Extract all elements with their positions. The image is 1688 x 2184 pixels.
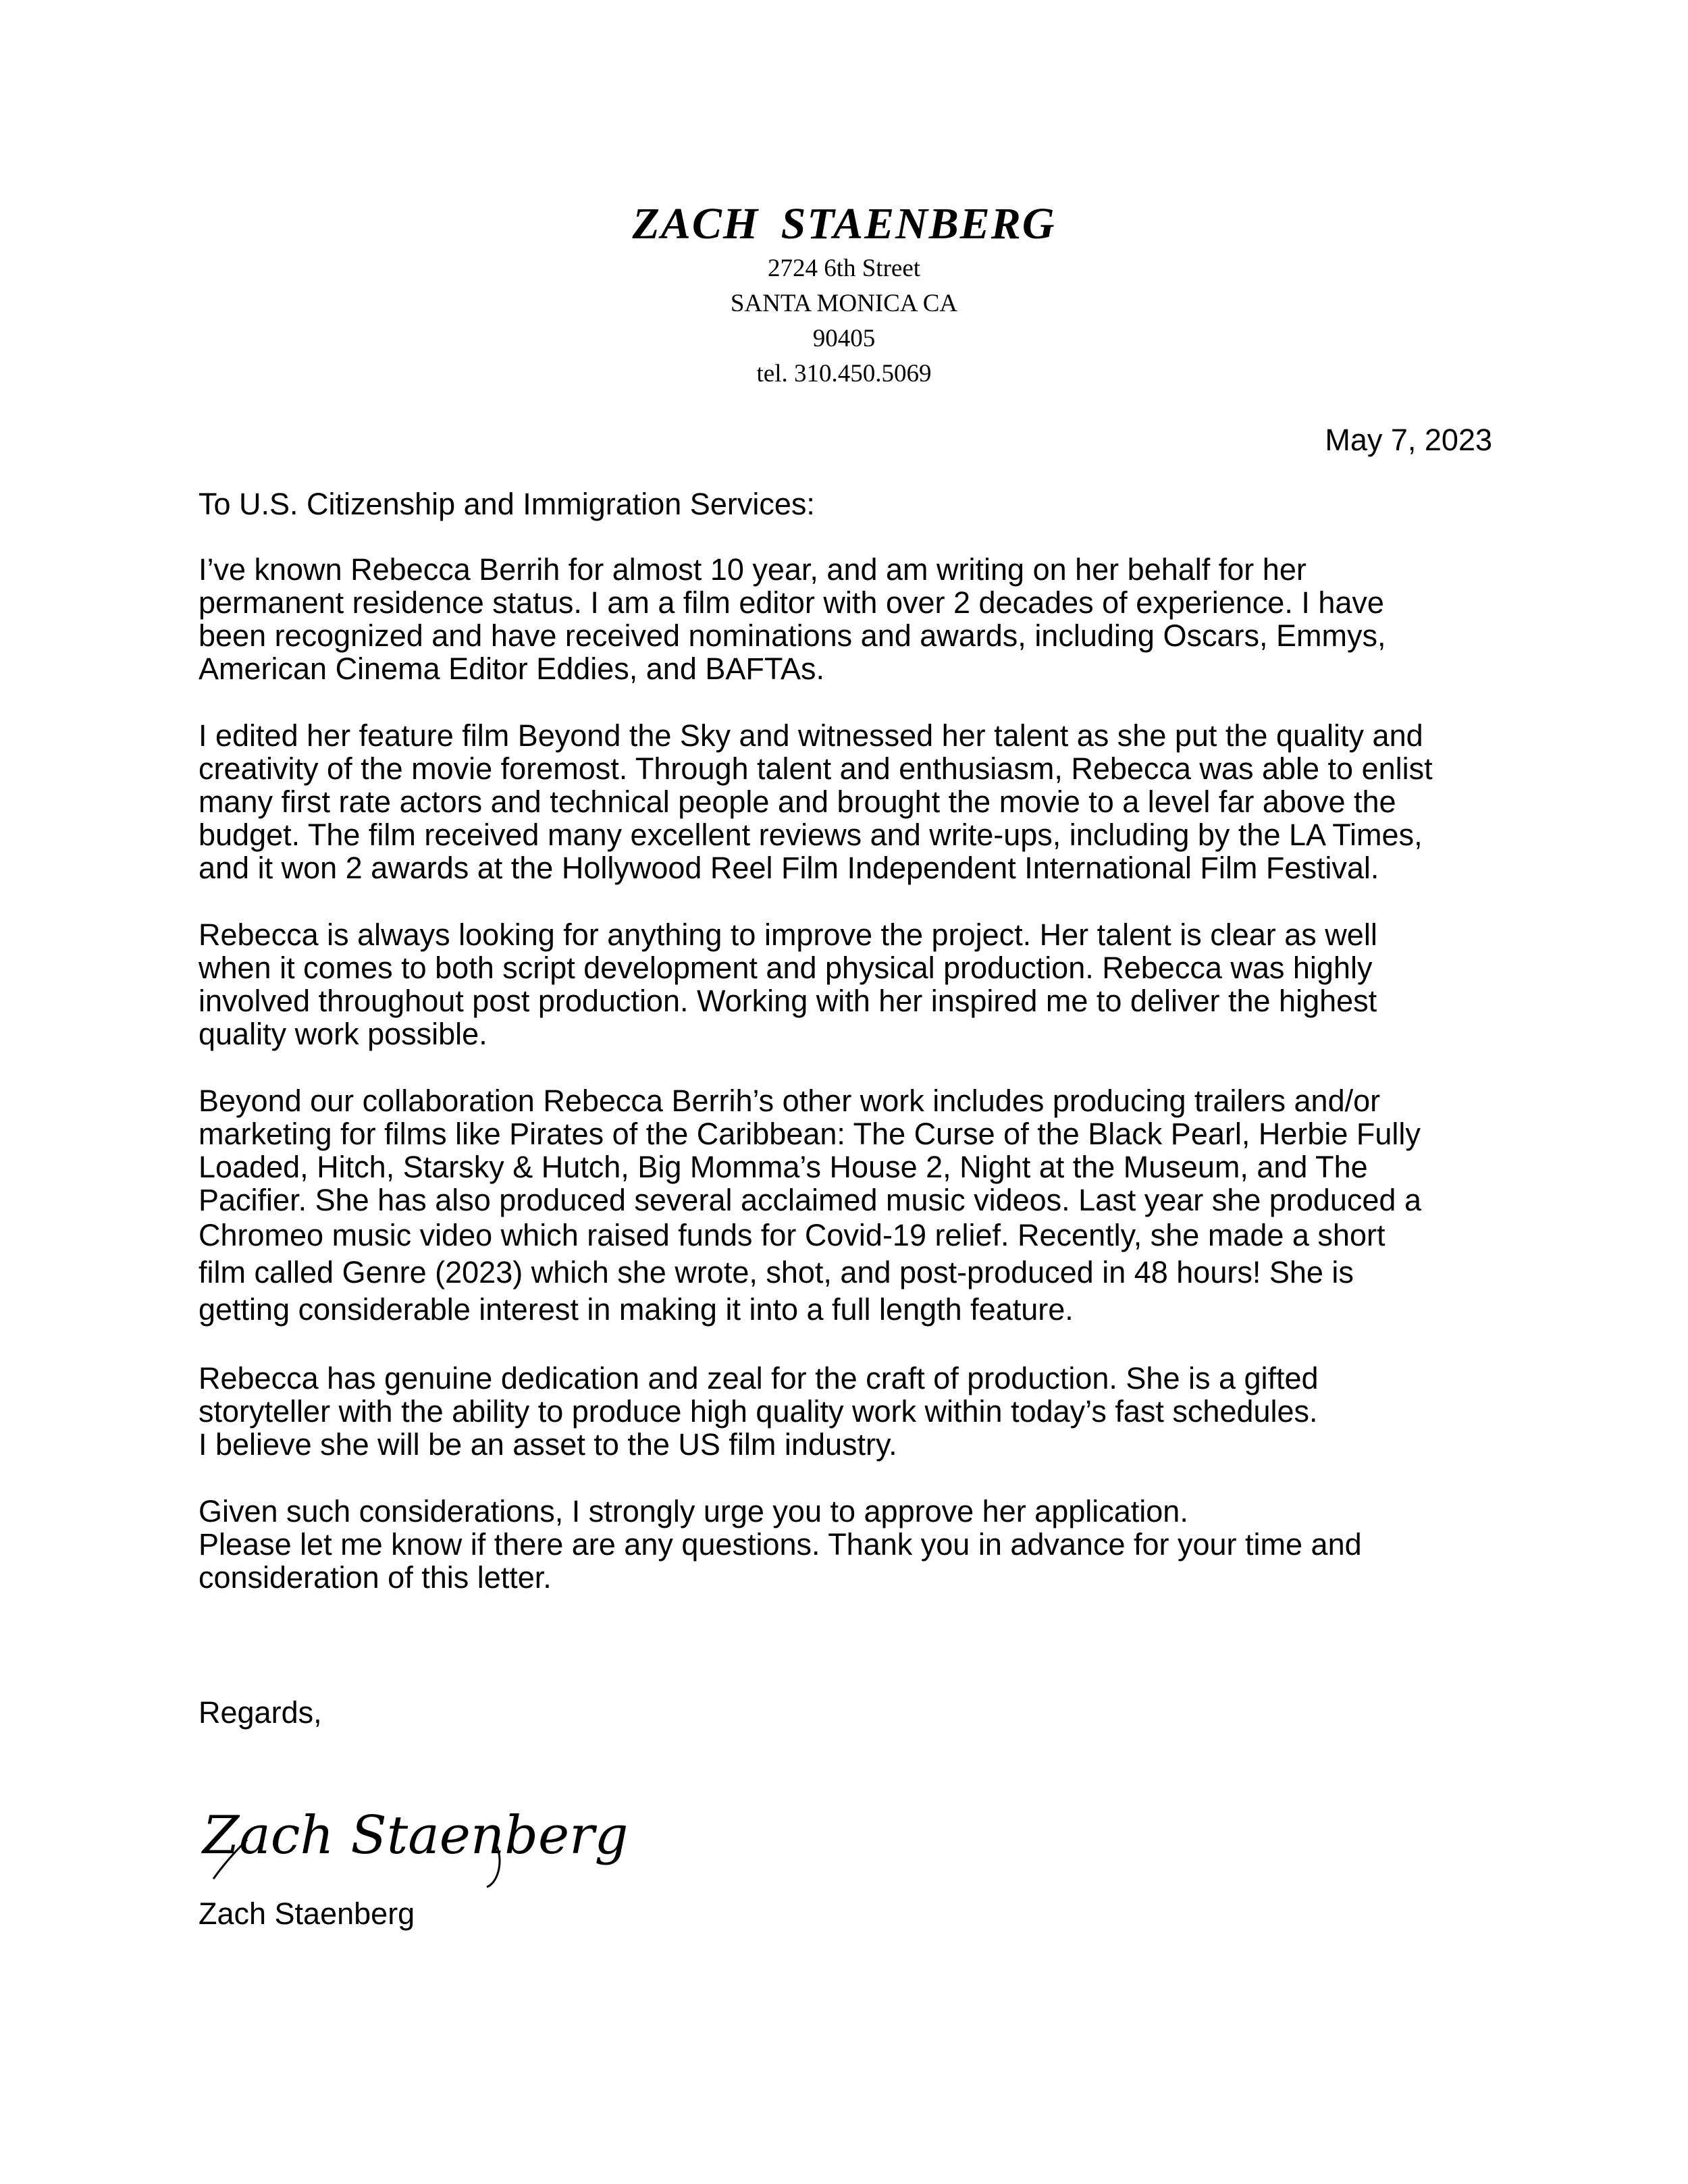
paragraph-line: quality work possible. xyxy=(199,1017,487,1051)
paragraph-4 xyxy=(199,1084,1502,1328)
letterhead-phone: tel. 310.450.5069 xyxy=(756,360,932,388)
signer-name: Zach Staenberg xyxy=(199,1896,415,1931)
paragraph-3 xyxy=(199,918,1502,1050)
paragraph-5 xyxy=(199,1362,1502,1461)
paragraph-line: and it won 2 awards at the Hollywood Reel Film Independent International Film Festival. xyxy=(199,851,1379,885)
paragraph-line: permanent residence status. I am a film editor with over 2 decades of experience. I have xyxy=(199,585,1384,620)
paragraph-line: Given such considerations, I strongly urge you to approve her application. xyxy=(199,1494,1188,1528)
paragraph-line: creativity of the movie foremost. Through talent and enthusiasm, Rebecca was able to enlist xyxy=(199,751,1433,786)
paragraph-line: when it comes to both script development and physical production. Rebecca was highly xyxy=(199,951,1373,985)
letter-body xyxy=(199,487,1502,1628)
letterhead-street: 2724 6th Street xyxy=(767,255,921,282)
paragraph-line: I believe she will be an asset to the US film industry. xyxy=(199,1427,897,1462)
paragraph-line: many first rate actors and technical people and brought the movie to a level far above the xyxy=(199,784,1396,819)
letterhead xyxy=(0,197,1688,392)
paragraph-line: I edited her feature film Beyond the Sky and witnessed her talent as she put the quality and xyxy=(199,718,1423,753)
paragraph-line: getting considerable interest in making it into a full length feature. xyxy=(199,1292,1074,1327)
salutation: To U.S. Citizenship and Immigration Services: xyxy=(199,487,815,521)
paragraph-line: Please let me know if there are any questions. Thank you in advance for your time and xyxy=(199,1527,1362,1562)
paragraph-line: budget. The film received many excellent reviews and write-ups, including by the LA Times, xyxy=(199,818,1423,852)
paragraph-line: consideration of this letter. xyxy=(199,1560,552,1595)
signature-text: Zach Staenberg xyxy=(203,1805,629,1866)
paragraph-line: marketing for films like Pirates of the Caribbean: The Curse of the Black Pearl, Herbie Fully xyxy=(199,1117,1421,1151)
paragraph-line: Beyond our collaboration Rebecca Berrih’s other work includes producing trailers and/or xyxy=(199,1084,1381,1118)
paragraph-line: Rebecca has genuine dedication and zeal for the craft of production. She is a gifted xyxy=(199,1361,1319,1395)
letterhead-city-state: SANTA MONICA CA xyxy=(730,290,958,317)
paragraph-1 xyxy=(199,553,1502,685)
paragraph-6 xyxy=(199,1495,1502,1594)
paragraph-line: I’ve known Rebecca Berrih for almost 10 year, and am writing on her behalf for her xyxy=(199,552,1307,587)
paragraph-line: storyteller with the ability to produce high quality work within today’s fast schedules. xyxy=(199,1394,1318,1429)
letterhead-name: ZACH STAENBERG xyxy=(632,199,1056,248)
paragraph-line: involved throughout post production. Working with her inspired me to deliver the highest xyxy=(199,984,1377,1018)
letter-date: May 7, 2023 xyxy=(1325,423,1492,457)
closing: Regards, xyxy=(199,1695,322,1730)
paragraph-line: been recognized and have received nominations and awards, including Oscars, Emmys, xyxy=(199,618,1386,653)
letterhead-zip: 90405 xyxy=(812,325,876,352)
paragraph-2 xyxy=(199,719,1502,884)
paragraph-line: Chromeo music video which raised funds for Covid-19 relief. Recently, she made a short xyxy=(199,1218,1386,1252)
signature-image xyxy=(200,1799,629,1894)
paragraph-line: Pacifier. She has also produced several acclaimed music videos. Last year she produced a xyxy=(199,1183,1421,1217)
paragraph-line: Loaded, Hitch, Starsky & Hutch, Big Momma’s House 2, Night at the Museum, and The xyxy=(199,1150,1368,1184)
paragraph-line: film called Genre (2023) which she wrote, shot, and post-produced in 48 hours! She is xyxy=(199,1255,1354,1289)
paragraph-line: American Cinema Editor Eddies, and BAFTAs. xyxy=(199,651,825,686)
paragraph-line: Rebecca is always looking for anything to improve the project. Her talent is clear as well xyxy=(199,917,1377,952)
